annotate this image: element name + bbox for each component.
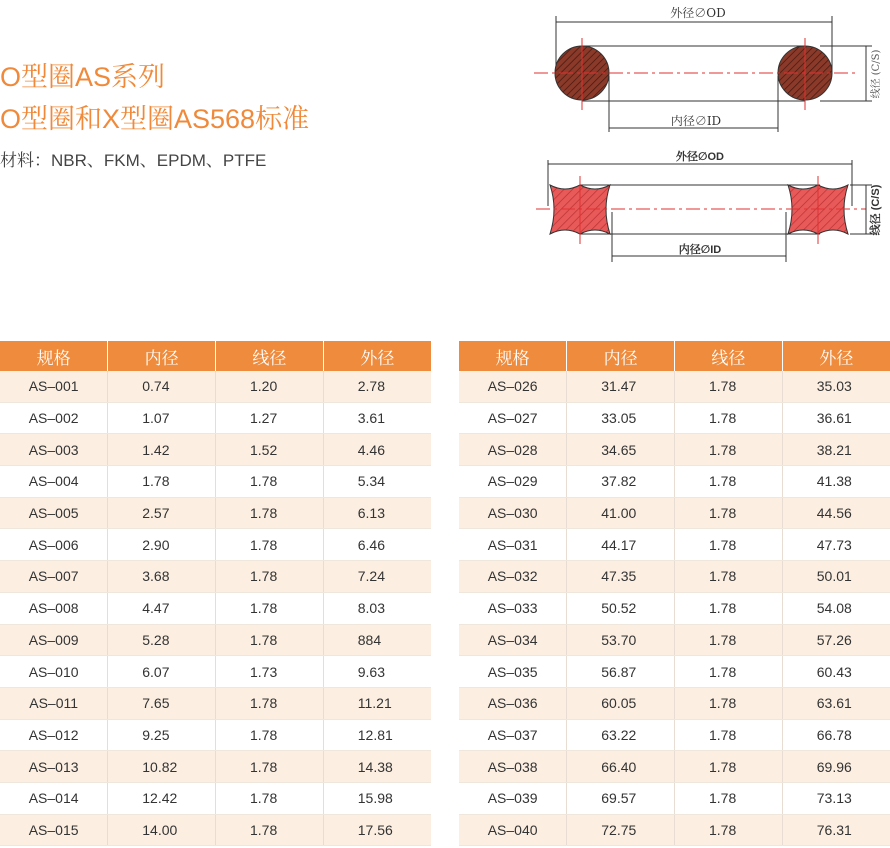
cell-cross-section: 1.78 [216, 814, 324, 846]
cell-spec: AS–028 [459, 434, 567, 466]
cell-spec: AS–038 [459, 751, 567, 783]
cell-cross-section: 1.27 [216, 402, 324, 434]
cell-spec: AS–026 [459, 371, 567, 402]
cell-spec: AS–037 [459, 719, 567, 751]
cell-spec: AS–040 [459, 814, 567, 846]
cell-cross-section: 1.78 [675, 529, 783, 561]
cell-inner-diameter: 41.00 [567, 497, 675, 529]
cell-cross-section: 1.78 [675, 592, 783, 624]
cell-outer-diameter: 44.56 [782, 497, 890, 529]
cell-outer-diameter: 60.43 [782, 656, 890, 688]
table-row [459, 814, 890, 846]
cell-cross-section: 1.78 [675, 434, 783, 466]
table-row [0, 656, 431, 688]
cell-outer-diameter: 47.73 [782, 529, 890, 561]
cell-cross-section: 1.78 [675, 466, 783, 498]
cell-outer-diameter: 6.46 [323, 529, 431, 561]
cell-inner-diameter: 34.65 [567, 434, 675, 466]
table-row [459, 656, 890, 688]
header-spec: 规格 [459, 341, 567, 371]
cell-inner-diameter: 14.00 [108, 814, 216, 846]
table-row [0, 529, 431, 561]
cell-inner-diameter: 63.22 [567, 719, 675, 751]
cell-cross-section: 1.78 [216, 592, 324, 624]
cell-inner-diameter: 53.70 [567, 624, 675, 656]
id-label: 内径∅ID [678, 244, 722, 256]
cell-cross-section: 1.78 [675, 624, 783, 656]
cell-spec: AS–005 [0, 497, 108, 529]
cell-outer-diameter: 884 [323, 624, 431, 656]
cell-inner-diameter: 4.47 [108, 592, 216, 624]
cell-cross-section: 1.78 [675, 751, 783, 783]
cell-inner-diameter: 7.65 [108, 687, 216, 719]
cell-outer-diameter: 54.08 [782, 592, 890, 624]
table-row [459, 497, 890, 529]
cell-outer-diameter: 2.78 [323, 371, 431, 402]
cell-spec: AS–008 [0, 592, 108, 624]
table-row [459, 434, 890, 466]
cell-inner-diameter: 9.25 [108, 719, 216, 751]
cs-label: 线径 (C/S) [871, 49, 882, 99]
table-row [459, 719, 890, 751]
cell-outer-diameter: 36.61 [782, 402, 890, 434]
cell-cross-section: 1.20 [216, 371, 324, 402]
table-row [459, 466, 890, 498]
cell-outer-diameter: 5.34 [323, 466, 431, 498]
cell-inner-diameter: 2.57 [108, 497, 216, 529]
cell-inner-diameter: 0.74 [108, 371, 216, 402]
header-spec: 规格 [0, 341, 108, 371]
cell-spec: AS–027 [459, 402, 567, 434]
cell-cross-section: 1.78 [216, 687, 324, 719]
table-row [0, 561, 431, 593]
cell-spec: AS–030 [459, 497, 567, 529]
cell-cross-section: 1.78 [216, 751, 324, 783]
table-row [0, 434, 431, 466]
cell-cross-section: 1.78 [216, 719, 324, 751]
cell-spec: AS–035 [459, 656, 567, 688]
spec-table-right [459, 341, 890, 846]
table-row [459, 782, 890, 814]
cell-cross-section: 1.78 [675, 561, 783, 593]
cell-spec: AS–032 [459, 561, 567, 593]
table-header-row [0, 341, 431, 371]
cell-cross-section: 1.78 [675, 402, 783, 434]
cell-outer-diameter: 41.38 [782, 466, 890, 498]
page-title: O型圈AS系列 [0, 62, 166, 92]
cell-inner-diameter: 1.78 [108, 466, 216, 498]
table-row [0, 497, 431, 529]
cell-inner-diameter: 5.28 [108, 624, 216, 656]
cell-inner-diameter: 10.82 [108, 751, 216, 783]
cell-outer-diameter: 12.81 [323, 719, 431, 751]
cell-inner-diameter: 44.17 [567, 529, 675, 561]
cell-outer-diameter: 15.98 [323, 782, 431, 814]
cell-spec: AS–001 [0, 371, 108, 402]
table-row [0, 371, 431, 402]
table-row [459, 624, 890, 656]
cell-outer-diameter: 76.31 [782, 814, 890, 846]
cell-inner-diameter: 1.42 [108, 434, 216, 466]
cell-cross-section: 1.78 [216, 529, 324, 561]
cell-inner-diameter: 2.90 [108, 529, 216, 561]
cell-outer-diameter: 7.24 [323, 561, 431, 593]
cell-cross-section: 1.78 [675, 656, 783, 688]
cell-spec: AS–029 [459, 466, 567, 498]
cell-cross-section: 1.78 [216, 466, 324, 498]
spec-table-left [0, 341, 431, 846]
materials-text: 材料：NBR、FKM、EPDM、PTFE [0, 151, 267, 170]
cell-outer-diameter: 6.13 [323, 497, 431, 529]
cell-cross-section: 1.78 [216, 497, 324, 529]
table-row [0, 687, 431, 719]
cell-outer-diameter: 57.26 [782, 624, 890, 656]
cell-cross-section: 1.52 [216, 434, 324, 466]
header-cross-section: 线径 [675, 341, 783, 371]
cell-outer-diameter: 4.46 [323, 434, 431, 466]
cell-inner-diameter: 31.47 [567, 371, 675, 402]
table-header-row [459, 341, 890, 371]
header-inner-diameter: 内径 [108, 341, 216, 371]
cell-spec: AS–012 [0, 719, 108, 751]
cs-label: 线径 (C/S) [870, 184, 882, 236]
table-row [0, 751, 431, 783]
cell-spec: AS–034 [459, 624, 567, 656]
cell-inner-diameter: 1.07 [108, 402, 216, 434]
cell-cross-section: 1.78 [675, 782, 783, 814]
cell-inner-diameter: 60.05 [567, 687, 675, 719]
id-label: 内径∅ID [670, 114, 722, 128]
cell-cross-section: 1.78 [216, 782, 324, 814]
table-row [459, 371, 890, 402]
cell-cross-section: 1.73 [216, 656, 324, 688]
cell-cross-section: 1.78 [675, 687, 783, 719]
cell-inner-diameter: 69.57 [567, 782, 675, 814]
cell-spec: AS–009 [0, 624, 108, 656]
header-cross-section: 线径 [216, 341, 324, 371]
cell-inner-diameter: 66.40 [567, 751, 675, 783]
cell-spec: AS–010 [0, 656, 108, 688]
cell-outer-diameter: 73.13 [782, 782, 890, 814]
cell-inner-diameter: 47.35 [567, 561, 675, 593]
cell-spec: AS–039 [459, 782, 567, 814]
cell-outer-diameter: 3.61 [323, 402, 431, 434]
table-row [0, 814, 431, 846]
cell-spec: AS–015 [0, 814, 108, 846]
cell-cross-section: 1.78 [675, 814, 783, 846]
cell-spec: AS–036 [459, 687, 567, 719]
cell-cross-section: 1.78 [216, 624, 324, 656]
cell-spec: AS–003 [0, 434, 108, 466]
cell-inner-diameter: 37.82 [567, 466, 675, 498]
table-row [459, 529, 890, 561]
cell-outer-diameter: 8.03 [323, 592, 431, 624]
table-row [0, 592, 431, 624]
cell-cross-section: 1.78 [675, 719, 783, 751]
table-row [0, 782, 431, 814]
x-ring-diagram [520, 148, 890, 266]
cell-spec: AS–007 [0, 561, 108, 593]
o-ring-diagram [520, 0, 890, 140]
cell-spec: AS–033 [459, 592, 567, 624]
cell-outer-diameter: 14.38 [323, 751, 431, 783]
header-inner-diameter: 内径 [567, 341, 675, 371]
header-outer-diameter: 外径 [782, 341, 890, 371]
cell-inner-diameter: 6.07 [108, 656, 216, 688]
od-label: 外径∅OD [676, 151, 724, 163]
cell-inner-diameter: 56.87 [567, 656, 675, 688]
cell-inner-diameter: 72.75 [567, 814, 675, 846]
cell-spec: AS–014 [0, 782, 108, 814]
cell-inner-diameter: 50.52 [567, 592, 675, 624]
cell-outer-diameter: 9.63 [323, 656, 431, 688]
cell-inner-diameter: 33.05 [567, 402, 675, 434]
cell-spec: AS–031 [459, 529, 567, 561]
table-row [0, 466, 431, 498]
table-row [459, 592, 890, 624]
cell-cross-section: 1.78 [216, 561, 324, 593]
cell-outer-diameter: 66.78 [782, 719, 890, 751]
table-row [459, 402, 890, 434]
table-row [0, 719, 431, 751]
cell-spec: AS–002 [0, 402, 108, 434]
cell-outer-diameter: 69.96 [782, 751, 890, 783]
cell-spec: AS–006 [0, 529, 108, 561]
table-row [0, 624, 431, 656]
table-row [459, 751, 890, 783]
cell-outer-diameter: 17.56 [323, 814, 431, 846]
table-row [0, 402, 431, 434]
header-outer-diameter: 外径 [323, 341, 431, 371]
cell-spec: AS–013 [0, 751, 108, 783]
cell-cross-section: 1.78 [675, 371, 783, 402]
cell-outer-diameter: 63.61 [782, 687, 890, 719]
cell-spec: AS–004 [0, 466, 108, 498]
cell-outer-diameter: 11.21 [323, 687, 431, 719]
cell-outer-diameter: 35.03 [782, 371, 890, 402]
page-subtitle: O型圈和X型圈AS568标准 [0, 104, 310, 134]
cell-cross-section: 1.78 [675, 497, 783, 529]
table-row [459, 561, 890, 593]
cell-spec: AS–011 [0, 687, 108, 719]
od-label: 外径∅OD [670, 6, 726, 20]
table-row [459, 687, 890, 719]
cell-outer-diameter: 50.01 [782, 561, 890, 593]
cell-inner-diameter: 12.42 [108, 782, 216, 814]
cell-outer-diameter: 38.21 [782, 434, 890, 466]
cell-inner-diameter: 3.68 [108, 561, 216, 593]
